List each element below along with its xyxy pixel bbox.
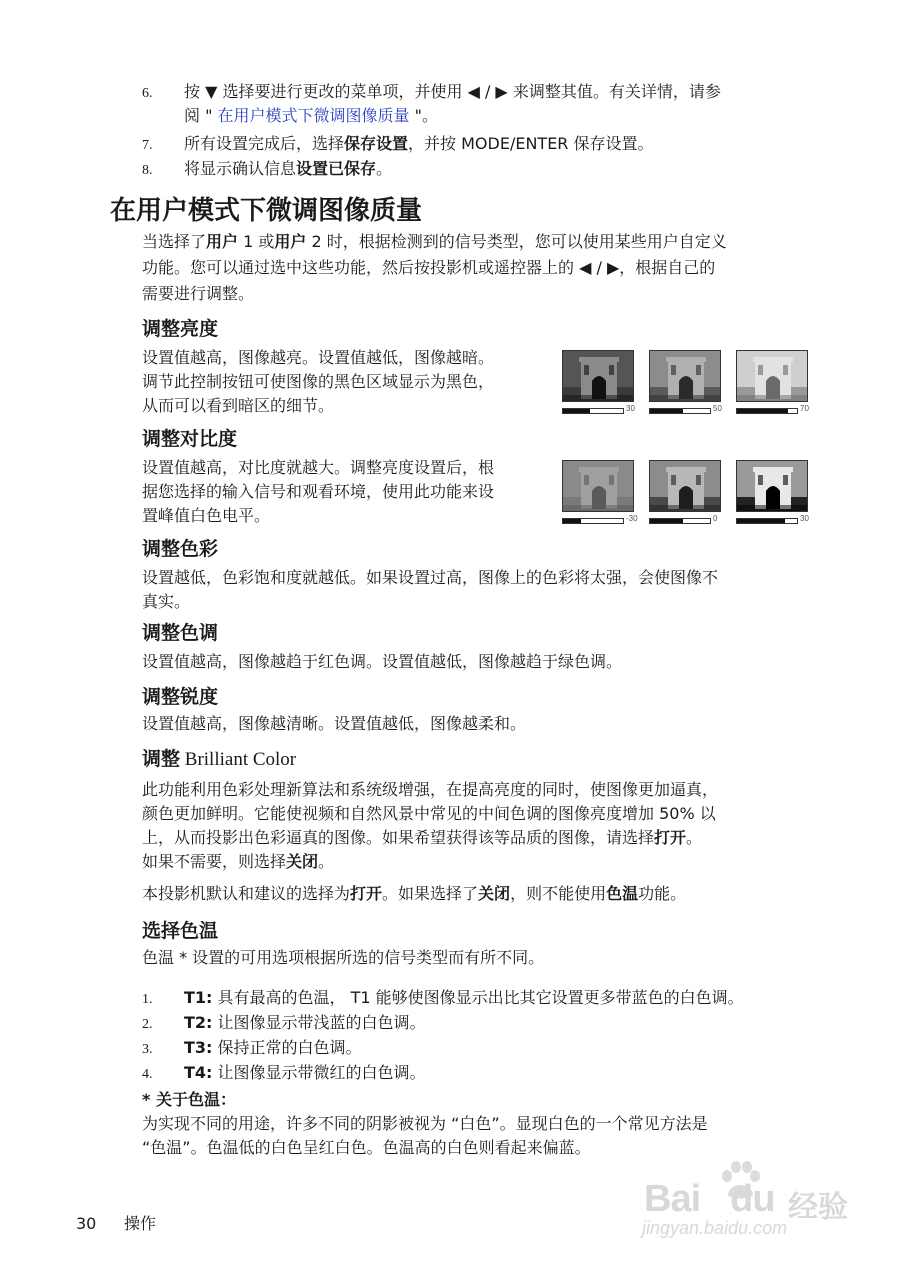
level-fill (737, 409, 788, 413)
watermark-url: jingyan.baidu.com (642, 1218, 788, 1238)
step-text: 所有设置完成后，选择保存设置，并按 MODE/ENTER 保存设置。 (184, 134, 654, 153)
level-fill (650, 409, 683, 413)
arch-photo (736, 460, 808, 512)
intro-line: 功能。您可以通过选中这些功能，然后按投影机或遥控器上的 ◀ / ▶，根据自己的 (142, 258, 716, 277)
heading-color: 调整色彩 (142, 538, 219, 560)
watermark-brand: Bai du (644, 1178, 775, 1220)
sample-thumbnail (736, 460, 808, 536)
arch-photo (562, 460, 634, 512)
section-link[interactable]: 在用户模式下微调图像质量 (212, 106, 415, 125)
level-value: -30 (626, 514, 638, 523)
contrast-text: 置峰值白色电平。 (142, 506, 271, 525)
sample-thumbnail (736, 350, 808, 426)
level-bar (562, 408, 624, 414)
brilliant-text: 此功能利用色彩处理新算法和系统级增强，在提高亮度的同时，使图像更加逼真， (142, 780, 719, 799)
heading-sharpness: 调整锐度 (142, 686, 219, 708)
brilliant-text: 如果不需要，则选择关闭。 (142, 852, 335, 871)
step-text: 按 ▼ 选择要进行更改的菜单项，并使用 ◀ / ▶ 来调整其值。有关详情，请参 (184, 82, 721, 101)
arch-photo (649, 460, 721, 512)
level-value: 0 (713, 514, 718, 523)
level-bar (649, 408, 711, 414)
level-fill (563, 409, 590, 413)
note-text: 为实现不同的用途，许多不同的阴影被视为 “白色”。显现白色的一个常见方法是 (142, 1114, 708, 1133)
sample-thumbnail (562, 460, 638, 536)
level-value: 70 (800, 404, 809, 413)
list-item: T4: 让图像显示带微红的白色调。 (184, 1063, 426, 1082)
step-number: 8. (142, 163, 153, 178)
brightness-text: 从而可以看到暗区的细节。 (142, 396, 335, 415)
heading-contrast: 调整对比度 (142, 428, 238, 450)
colortemp-desc: 色温 * 设置的可用选项根据所选的信号类型而有所不同。 (142, 948, 545, 967)
level-bar (649, 518, 711, 524)
intro-line: 当选择了用户 1 或用户 2 时，根据检测到的信号类型，您可以使用某些用户自定义 (142, 232, 727, 251)
intro-line: 需要进行调整。 (142, 284, 255, 303)
level-bar (562, 518, 624, 524)
level-fill (650, 519, 683, 523)
sharpness-text: 设置值越高，图像越清晰。设置值越低，图像越柔和。 (142, 714, 527, 733)
heading-color-temperature: 选择色温 (142, 920, 219, 942)
brilliant-default-text: 本投影机默认和建议的选择为打开。如果选择了关闭，则不能使用色温功能。 (142, 884, 687, 903)
baidu-watermark (640, 1160, 880, 1244)
step-number: 6. (142, 86, 153, 101)
contrast-text: 设置值越高，对比度就越大。调整亮度设置后，根 (142, 458, 495, 477)
level-value: 30 (626, 404, 635, 413)
arch-photo (736, 350, 808, 402)
list-number: 1. (142, 992, 153, 1007)
list-number: 2. (142, 1017, 153, 1032)
step-text: 将显示确认信息设置已保存。 (184, 159, 393, 178)
level-fill (737, 519, 785, 523)
sample-thumbnail (562, 350, 634, 426)
brightness-text: 设置值越高，图像越亮。设置值越低，图像越暗。 (142, 348, 495, 367)
arch-photo (562, 350, 634, 402)
list-item: T2: 让图像显示带浅蓝的白色调。 (184, 1013, 426, 1032)
list-item: T1: 具有最高的色温， T1 能够使图像显示出比其它设置更多带蓝色的白色调。 (184, 988, 744, 1007)
level-value: 30 (800, 514, 809, 523)
note-heading: * 关于色温： (142, 1090, 236, 1109)
color-text: 真实。 (142, 592, 191, 611)
contrast-text: 据您选择的输入信号和观看环境，使用此功能来设 (142, 482, 495, 501)
brilliant-text: 上，从而投影出色彩逼真的图像。如果希望获得该等品质的图像，请选择打开。 (142, 828, 703, 847)
step-text-line2: 阅 " 在用户模式下微调图像质量 "。 (184, 106, 439, 125)
footer-section: 操作 (124, 1214, 157, 1233)
color-text: 设置越低，色彩饱和度就越低。如果设置过高，图像上的色彩将太强，会使图像不 (142, 568, 719, 587)
sample-thumbnail (649, 350, 721, 426)
tint-text: 设置值越高，图像越趋于红色调。设置值越低，图像越趋于绿色调。 (142, 652, 623, 671)
arch-photo (649, 350, 721, 402)
heading-tint: 调整色调 (142, 622, 219, 644)
brilliant-text: 颜色更加鲜明。它能使视频和自然风景中常见的中间色调的图像亮度增加 50% 以 (142, 804, 716, 823)
watermark-cn: 经验 (788, 1191, 848, 1224)
brightness-text: 调节此控制按钮可使图像的黑色区域显示为黑色， (142, 372, 495, 391)
note-text: “色温”。色温低的白色呈红白色。色温高的白色则看起来偏蓝。 (142, 1138, 591, 1157)
level-value: 50 (713, 404, 722, 413)
level-fill (563, 519, 581, 523)
heading-brilliant-color: 调整 Brilliant Color (142, 748, 297, 770)
sample-thumbnail (649, 460, 721, 536)
heading-brightness: 调整亮度 (142, 318, 219, 340)
list-number: 3. (142, 1042, 153, 1057)
step-number: 7. (142, 138, 153, 153)
level-bar (736, 518, 798, 524)
page-number: 30 (76, 1214, 97, 1233)
page-title: 在用户模式下微调图像质量 (110, 196, 423, 226)
level-bar (736, 408, 798, 414)
list-item: T3: 保持正常的白色调。 (184, 1038, 362, 1057)
list-number: 4. (142, 1067, 153, 1082)
